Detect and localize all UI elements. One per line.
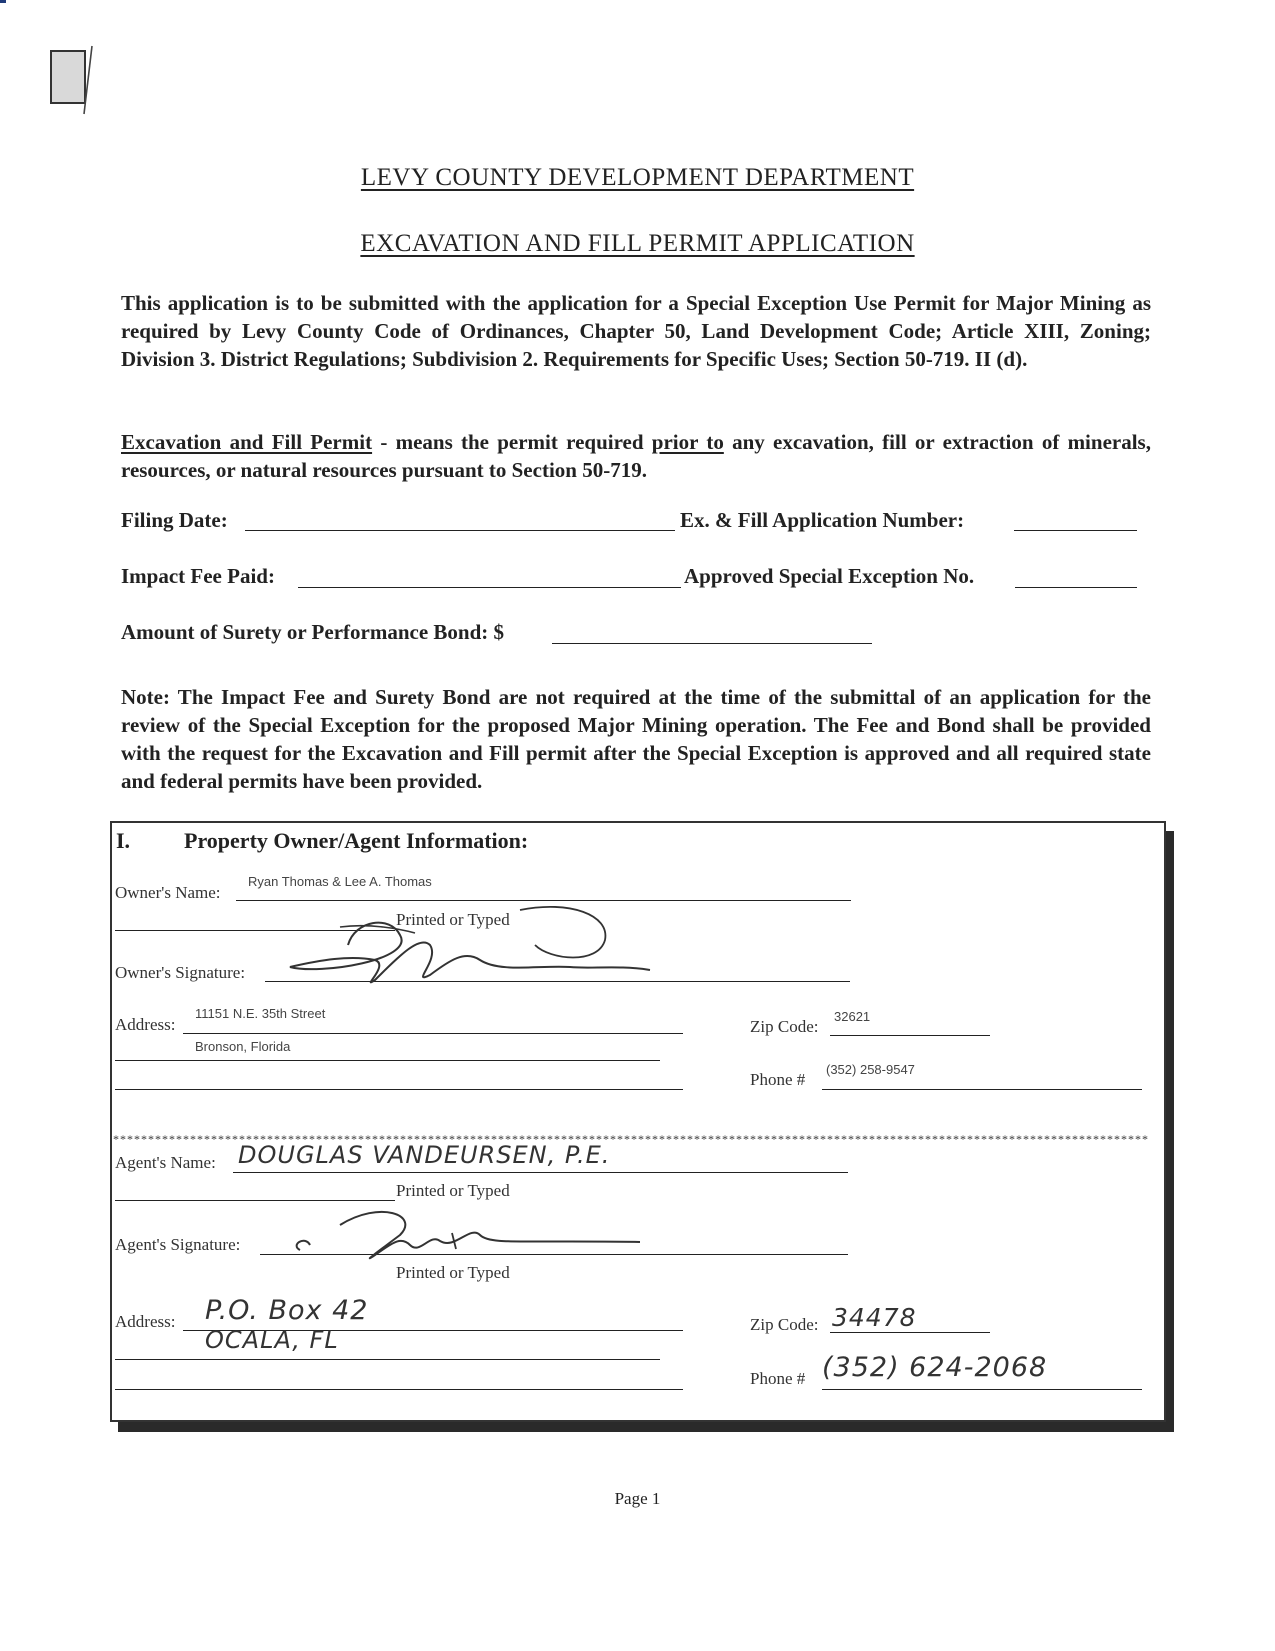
agent-address-label: Address: — [115, 1312, 176, 1331]
owner-zip-value: 32621 — [834, 1009, 871, 1024]
owner-phone-value: (352) 258-9547 — [826, 1062, 915, 1077]
agent-name-input[interactable] — [233, 1172, 848, 1173]
page-number: Page 1 — [614, 1489, 661, 1508]
check-mark-icon — [78, 44, 98, 119]
impact-fee-input[interactable] — [298, 587, 681, 588]
agent-address-line2-value: OCALA, FL — [205, 1326, 339, 1354]
section-title-text: Property Owner/Agent Information: — [184, 828, 529, 853]
surety-input[interactable] — [552, 643, 872, 644]
agent-name-value: DOUGLAS VANDEURSEN, P.E. — [238, 1141, 611, 1169]
owner-phone-input[interactable] — [822, 1089, 1142, 1090]
agent-name-label: Agent's Name: — [115, 1153, 216, 1172]
definition-text-1: - means the permit required — [372, 430, 652, 454]
agent-printed-label: Printed or Typed — [396, 1181, 510, 1200]
special-exception-label: Approved Special Exception No. — [684, 564, 975, 588]
owner-name-label: Owner's Name: — [115, 883, 221, 902]
department-heading: LEVY COUNTY DEVELOPMENT DEPARTMENT — [360, 164, 915, 191]
owner-signature-label: Owner's Signature: — [115, 963, 246, 982]
intro-paragraph: This application is to be submitted with the application for a Special Exception Use Permit for Major Mining as required by Levy County Code of Ordinances, Chapter 50, Land Development Code; Article XIII, Zoning; Division 3. District Regulations; Subdivision 2. Requirements for Specific Uses; Section 50-719. II (d). — [121, 291, 1151, 371]
agent-address-line3-input[interactable] — [115, 1389, 683, 1390]
application-number-label: Ex. & Fill Application Number: — [680, 508, 965, 532]
owner-zip-label: Zip Code: — [750, 1017, 819, 1036]
definition-emphasis: prior to — [651, 430, 724, 454]
section-divider: **************************************************************************************************************************************************** — [113, 1132, 1149, 1146]
note-paragraph: Note: The Impact Fee and Surety Bond are not required at the time of the submittal of an application for the review of the Special Exception for the proposed Major Mining operation. The Fee and Bond shall be provided with the request for the Excavation and Fill permit after the Special Exception is approved and all required state and federal permits have been provided. — [121, 685, 1151, 793]
owner-address-line2-value: Bronson, Florida — [195, 1039, 291, 1054]
definition-text-2: any excavation, fill or extraction of minerals, resources, or natural resources pursuant to Section 50-719. — [121, 430, 1151, 482]
owner-address-line3-input[interactable] — [115, 1089, 683, 1090]
owner-phone-label: Phone # — [750, 1070, 806, 1089]
application-number-input[interactable] — [1014, 530, 1137, 531]
form-title: EXCAVATION AND FILL PERMIT APPLICATION — [360, 230, 915, 257]
edge-mark — [0, 0, 6, 3]
agent-printed-line — [115, 1200, 395, 1201]
section-title — [116, 828, 528, 854]
owner-name-value: Ryan Thomas & Lee A. Thomas — [248, 874, 432, 889]
agent-phone-label: Phone # — [750, 1369, 806, 1388]
owner-zip-input[interactable] — [830, 1035, 990, 1036]
owner-printed-label: Printed or Typed — [396, 910, 510, 929]
agent-phone-input[interactable] — [822, 1389, 1142, 1390]
definition-term: Excavation and Fill Permit — [121, 430, 373, 454]
owner-name-input[interactable] — [236, 900, 851, 901]
agent-zip-value: 34478 — [832, 1303, 917, 1332]
agent-zip-label: Zip Code: — [750, 1315, 819, 1334]
section-number: I. — [116, 828, 131, 853]
agent-phone-value: (352) 624-2068 — [822, 1352, 1048, 1383]
agent-address-line1-value: P.O. Box 42 — [205, 1295, 369, 1326]
owner-address-label: Address: — [115, 1015, 176, 1034]
filing-date-label: Filing Date: — [121, 508, 228, 532]
agent-address-line2-input[interactable] — [115, 1359, 660, 1360]
impact-fee-label: Impact Fee Paid: — [121, 564, 275, 588]
agent-signature-label: Agent's Signature: — [115, 1235, 241, 1254]
definition-paragraph — [121, 428, 1151, 484]
owner-signature-scribble — [280, 905, 660, 995]
owner-address-line1-value: 11151 N.E. 35th Street — [195, 1006, 326, 1021]
surety-label: Amount of Surety or Performance Bond: $ — [121, 620, 505, 644]
special-exception-input[interactable] — [1015, 587, 1137, 588]
agent-printed-label-2: Printed or Typed — [396, 1263, 510, 1282]
agent-zip-input[interactable] — [830, 1332, 990, 1333]
owner-address-line2-input[interactable] — [115, 1060, 660, 1061]
filing-date-input[interactable] — [245, 530, 675, 531]
owner-address-line1-input[interactable] — [183, 1033, 683, 1034]
